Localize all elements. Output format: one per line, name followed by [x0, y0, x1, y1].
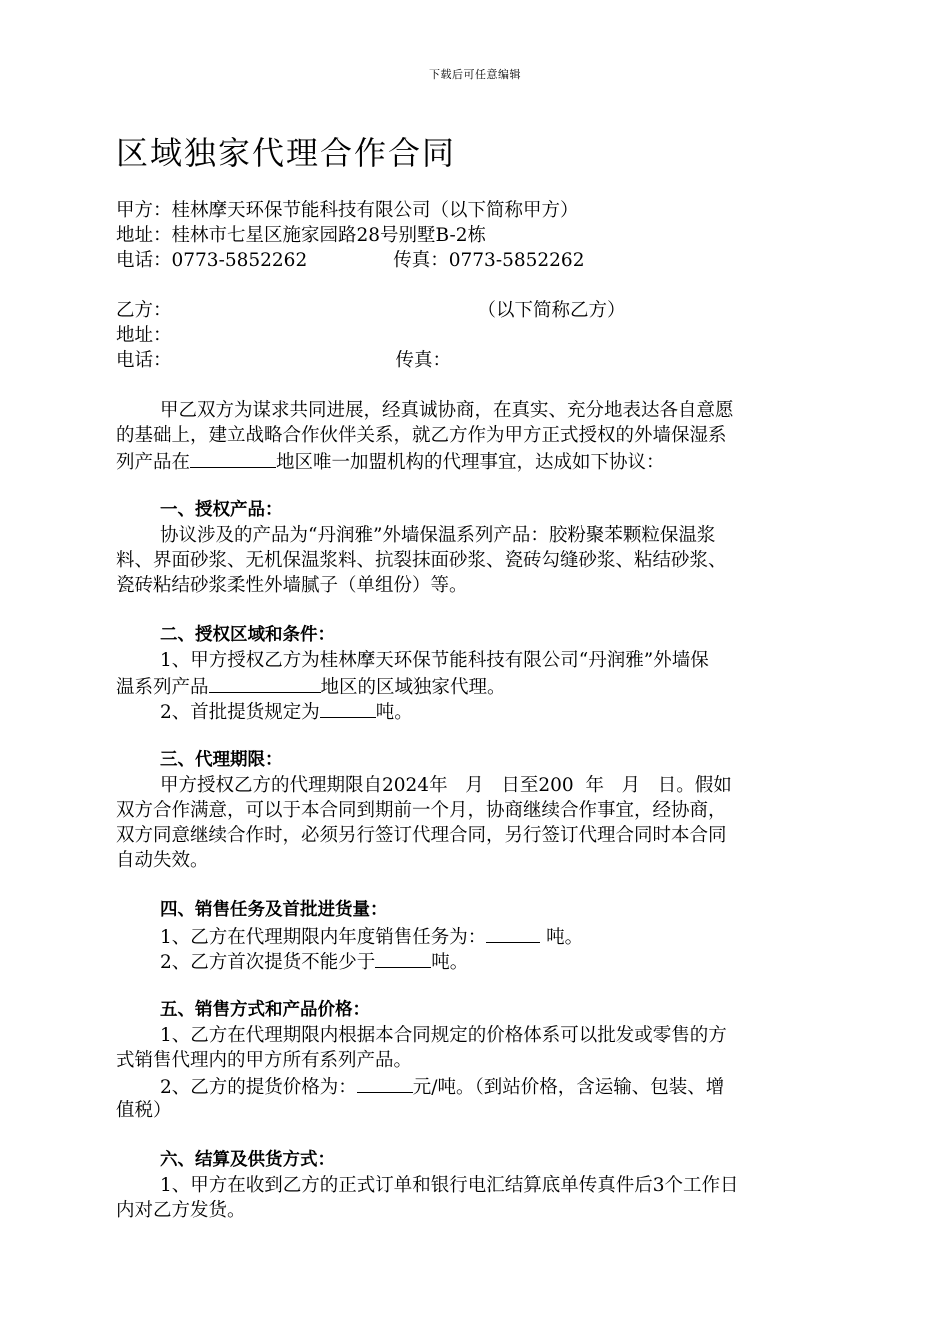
section-2-line-2-start: 温系列产品: [116, 677, 209, 698]
section-4-line-1: [116, 923, 858, 948]
party-a-fax: 传真：0773-5852262: [393, 250, 585, 271]
intro-line-3: [116, 448, 858, 473]
section-5-line-4: 值税）: [116, 1100, 172, 1121]
party-b-label: 乙方：: [116, 300, 172, 321]
section-4-line-2-start: 2、乙方首次提货不能少于: [160, 952, 376, 973]
document-body: [116, 198, 858, 1223]
section-5-heading: 五、销售方式和产品价格：: [160, 1000, 370, 1020]
party-a-contact: [116, 248, 858, 273]
section-2-line-3: [116, 698, 858, 723]
first-order-blank[interactable]: [375, 948, 431, 968]
section-5-line-3-start: 2、乙方的提货价格为：: [160, 1077, 357, 1098]
intro-line-1: 甲乙双方为谋求共同进展，经真诚协商，在真实、充分地表达各自意愿: [160, 400, 734, 421]
section-2-line-1: 1、甲方授权乙方为桂林摩天环保节能科技有限公司“丹润雅”外墙保: [160, 650, 709, 671]
party-b-contact: [116, 348, 858, 373]
intro-line-2: 的基础上，建立战略合作伙伴关系，就乙方作为甲方正式授权的外墙保湿系: [116, 425, 727, 446]
section-4-line-1-end: 吨。: [540, 927, 584, 948]
section-3-line-3: 双方同意继续合作时，必须另行签订代理合同，另行签订代理合同时本合同: [116, 825, 727, 846]
section-4-line-2-end: 吨。: [431, 952, 469, 973]
authorized-region-blank[interactable]: [209, 673, 321, 693]
section-3-line-2: 双方合作满意，可以于本合同到期前一个月，协商继续合作事宜，经协商，: [116, 800, 727, 821]
party-b-address: 地址：: [116, 325, 172, 346]
section-2-heading: 二、授权区域和条件：: [160, 625, 335, 645]
section-1-line-1: 协议涉及的产品为“丹润雅”外墙保温系列产品：胶粉聚苯颗粒保温浆: [160, 525, 716, 546]
price-blank[interactable]: [357, 1073, 413, 1093]
party-b-name: [116, 298, 858, 323]
section-1-line-2: 料、界面砂浆、无机保温浆料、抗裂抹面砂浆、瓷砖勾缝砂浆、粘结砂浆、: [116, 550, 727, 571]
section-6-line-2: 内对乙方发货。: [116, 1200, 246, 1221]
intro-line-3-end: 地区唯一加盟机构的代理事宜，达成如下协议：: [276, 452, 665, 473]
document-title: 区域独家代理合作合同: [116, 134, 457, 172]
party-b-phone: 电话：: [116, 350, 172, 371]
section-5-line-3: [116, 1073, 858, 1098]
page-header: 下载后可任意编辑: [429, 68, 521, 81]
party-b-suffix: （以下简称乙方）: [477, 300, 626, 321]
party-a-name: 甲方：桂林摩天环保节能科技有限公司（以下简称甲方）: [116, 200, 579, 221]
section-5-line-1: 1、乙方在代理期限内根据本合同规定的价格体系可以批发或零售的方: [160, 1025, 727, 1046]
section-4-line-1-start: 1、乙方在代理期限内年度销售任务为：: [160, 927, 487, 948]
region-blank[interactable]: [190, 448, 276, 468]
first-batch-blank[interactable]: [320, 698, 376, 718]
section-5-line-3-end: 元/吨。（到站价格，含运输、包装、增: [412, 1077, 725, 1098]
party-b-fax: 传真：: [395, 350, 452, 371]
section-4-heading: 四、销售任务及首批进货量：: [160, 900, 388, 920]
section-2-line-2: [116, 673, 858, 698]
section-5-line-2: 式销售代理内的甲方所有系列产品。: [116, 1050, 413, 1071]
section-3-line-4: 自动失效。: [116, 850, 209, 871]
section-1-line-3: 瓷砖粘结砂浆柔性外墙腻子（单组份）等。: [116, 575, 468, 596]
section-4-line-2: [116, 948, 858, 973]
annual-target-blank[interactable]: [486, 923, 540, 943]
section-3-line-1: 甲方授权乙方的代理期限自2024年 月 日至200 年 月 日。假如: [160, 775, 732, 796]
intro-line-3-start: 列产品在: [116, 452, 191, 473]
section-6-heading: 六、结算及供货方式：: [160, 1150, 335, 1170]
section-2-line-3-start: 2、首批提货规定为: [160, 702, 320, 723]
section-3-heading: 三、代理期限：: [160, 750, 283, 770]
section-2-line-2-end: 地区的区域独家代理。: [320, 677, 506, 698]
party-a-address: 地址：桂林市七星区施家园路28号别墅B-2栋: [116, 225, 487, 246]
section-2-line-3-end: 吨。: [375, 702, 413, 723]
section-1-heading: 一、授权产品：: [160, 500, 283, 520]
party-a-phone: 电话：0773-5852262: [116, 250, 308, 271]
section-6-line-1: 1、甲方在收到乙方的正式订单和银行电汇结算底单传真件后3个工作日: [160, 1175, 739, 1196]
